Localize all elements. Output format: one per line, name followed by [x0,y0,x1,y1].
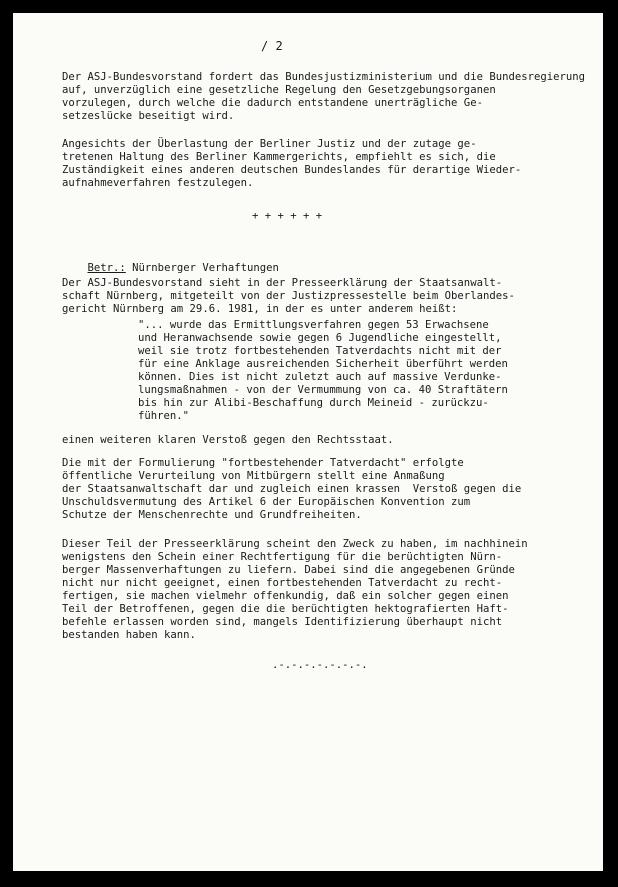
quote-line: "... wurde das Ermittlungsverfahren gegen 53 Erwachsene [138,319,489,331]
block-quote [138,319,598,423]
paragraph-violation [62,434,592,447]
text-line: fertigen, sie machen vielmehr offenkundig, daß ein solcher gegen einen [62,590,509,602]
quote-line: können. Dies ist nicht zuletzt auch auf massive Verdunke- [138,371,502,383]
text-line: tretenen Haltung des Berliner Kammergerichts, empfiehlt es sich, die [62,151,496,163]
quote-line: führen." [138,410,190,422]
paragraph-press-statement [62,277,592,316]
text-line: nicht nur nicht geeignet, einen fortbestehenden Tatverdacht zu recht- [62,577,503,589]
subject-label: Betr.: [87,262,126,274]
paragraph-demand [62,71,592,123]
text-line: bestanden haben kann. [62,629,196,641]
quote-line: und Heranwachsende sowie gegen 6 Jugendliche eingestellt, [138,332,502,344]
text-line: Dieser Teil der Presseerklärung scheint den Zweck zu haben, im nachhinein [62,538,528,550]
text-line: öffentliche Verurteilung von Mitbürgern stellt eine Anmaßung [62,470,445,482]
text-line: berger Massenverhaftungen zu liefern. Dabei sind die angegebenen Gründe [62,564,515,576]
text-line: gericht Nürnberg am 29.6. 1981, in der es unter anderem heißt: [62,303,458,315]
quote-line: weil sie trotz fortbestehenden Tatverdachts nicht mit der [138,345,502,357]
subject-title: Nürnberger Verhaftungen [125,262,279,274]
text-line: schaft Nürnberg, mitgeteilt von der Justizpressestelle beim Oberlandes- [62,290,515,302]
text-line: Zuständigkeit eines anderen deutschen Bundeslandes für derartige Wieder- [62,164,522,176]
text-line: Unschuldsvermutung des Artikel 6 der Europäischen Konvention zum [62,496,471,508]
document-page [13,13,603,871]
text-line: befehle erlassen worden sind, mangels Identifizierung überhaupt nicht [62,616,503,628]
text-line: auf, unverzüglich eine gesetzliche Regelung den Gesetzgebungsorganen [62,84,496,96]
text-line: Teil der Betroffenen, gegen die die berüchtigten hektografierten Haft- [62,603,509,615]
text-line: setzeslücke beseitigt wird. [62,110,235,122]
text-line: Der ASJ-Bundesvorstand fordert das Bundesjustizministerium und die Bundesregierung [62,71,585,83]
page-number: / 2 [261,39,283,53]
quote-line: lungsmaßnahmen - von der Vermummung von ca. 40 Straftätern [138,384,508,396]
text-line: wenigstens den Schein einer Rechtfertigung für die berüchtigten Nürn- [62,551,503,563]
text-line: einen weiteren klaren Verstoß gegen den Rechtsstaat. [62,434,394,446]
text-line: vorzulegen, durch welche die dadurch entstandene unerträgliche Ge- [62,97,483,109]
text-line: Schutze der Menschenrechte und Grundfreiheiten. [62,509,362,521]
text-line: Die mit der Formulierung "fortbestehender Tatverdacht" erfolgte [62,457,464,469]
paragraph-jurisdiction [62,138,592,190]
section-separator: + + + + + + [252,210,323,222]
paragraph-justification [62,538,592,642]
quote-line: bis hin zur Alibi-Beschaffung durch Meineid - zurückzu- [138,397,489,409]
text-line: Angesichts der Überlastung der Berliner Justiz und der zutage ge- [62,138,477,150]
paragraph-presumption [62,457,592,522]
text-line: aufnahmeverfahren festzulegen. [62,177,254,189]
end-separator: .-.-.-.-.-.-.-. [272,659,368,671]
quote-line: für eine Anklage ausreichenden Sicherheit überführt werden [138,358,508,370]
text-line: der Staatsanwaltschaft dar und zugleich einen krassen Verstoß gegen die [62,483,522,495]
text-line: Der ASJ-Bundesvorstand sieht in der Presseerklärung der Staatsanwalt- [62,277,503,289]
